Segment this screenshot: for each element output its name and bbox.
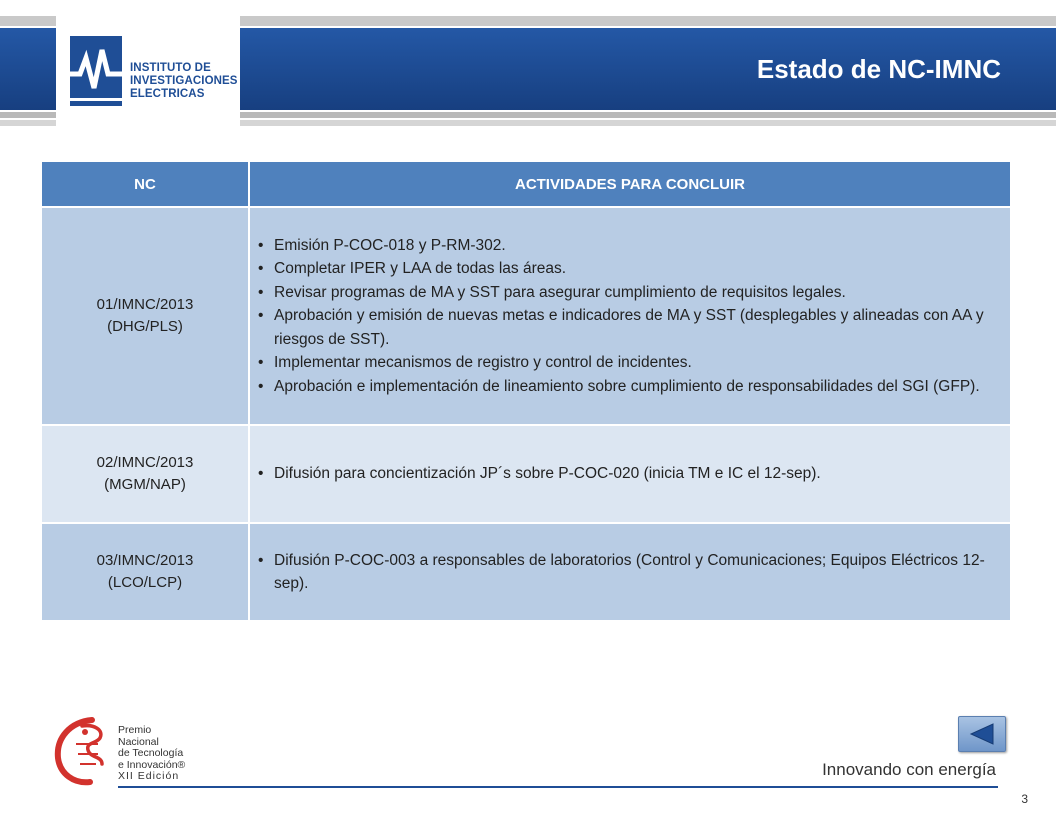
activities-list [258, 549, 996, 596]
table-header-row [41, 161, 1011, 207]
activity-item: • Aprobación y emisión de nuevas metas e indicadores de MA y SST (desplegables y alineadas con AA y riesgos de SST). [258, 304, 996, 351]
table-row [41, 425, 1011, 523]
page-title: Estado de NC-IMNC [756, 54, 1001, 84]
nc-code: (LCO/LCP) [107, 574, 183, 591]
nc-cell [41, 523, 249, 621]
nc-id: 03/IMNC/2013 [96, 552, 194, 569]
nc-code: (MGM/NAP) [104, 476, 186, 493]
premio-line: Nacional [118, 735, 159, 748]
activity-item: • Difusión para concientización JP´s sobre P-COC-020 (inicia TM e IC el 12-sep). [258, 462, 996, 486]
previous-slide-button[interactable] [958, 716, 1006, 752]
premio-logo-icon [52, 714, 118, 786]
activities-list [258, 462, 996, 486]
tagline: Innovando con energía [822, 760, 996, 779]
logo-line: INSTITUTO DE [130, 62, 211, 74]
activity-item: • Difusión P-COC-003 a responsables de laboratorios (Control y Comunicaciones; Equipos Eléctricos 12-sep). [258, 549, 996, 596]
premio-line: Premio [118, 724, 152, 736]
footer-divider [118, 786, 998, 788]
table-row [41, 523, 1011, 621]
activity-item: • Revisar programas de MA y SST para asegurar cumplimiento de requisitos legales. [258, 281, 996, 305]
premio-line: e Innovación® [118, 758, 186, 771]
table-row [41, 207, 1011, 425]
logo-text [130, 62, 238, 101]
nc-code: (DHG/PLS) [107, 318, 183, 335]
activities-cell [249, 425, 1011, 523]
activities-cell [249, 523, 1011, 621]
page-number: 3 [1021, 792, 1028, 806]
activities-list [258, 234, 996, 399]
activity-item: • Aprobación e implementación de lineamiento sobre cumplimiento de responsabilidades del SGI (GFP). [258, 375, 996, 399]
nc-status-table [40, 160, 1012, 622]
premio-line: XII Edición [118, 770, 180, 782]
activity-item: • Implementar mecanismos de registro y control de incidentes. [258, 351, 996, 375]
nc-id: 01/IMNC/2013 [96, 296, 194, 313]
institute-logo [56, 16, 240, 134]
premio-line: de Tecnología [118, 747, 184, 759]
column-header-nc: NC [41, 161, 249, 207]
nc-id: 02/IMNC/2013 [96, 454, 194, 471]
column-header-activities: ACTIVIDADES PARA CONCLUIR [249, 161, 1011, 207]
activities-cell [249, 207, 1011, 425]
activity-item: • Emisión P-COC-018 y P-RM-302. [258, 234, 996, 258]
logo-line: INVESTIGACIONES [130, 75, 238, 87]
nc-cell [41, 425, 249, 523]
nc-cell [41, 207, 249, 425]
logo-line: ELECTRICAS [130, 88, 205, 100]
iie-logo-icon [70, 36, 122, 106]
activity-item: • Completar IPER y LAA de todas las áreas. [258, 257, 996, 281]
triangle-left-icon [969, 722, 995, 746]
premio-text [118, 725, 185, 783]
